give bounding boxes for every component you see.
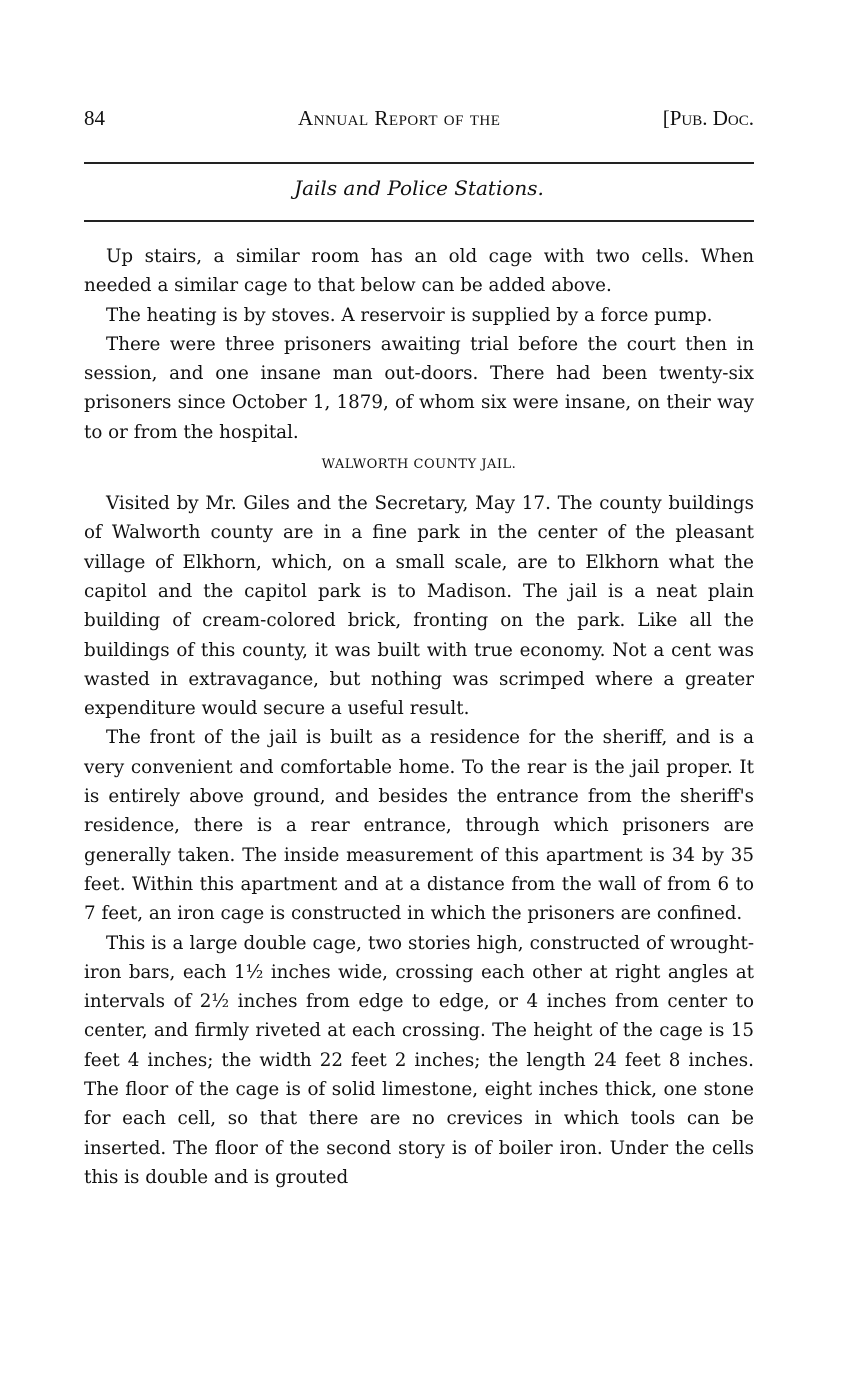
paragraph: Up stairs, a similar room has an old cage with two cells. When needed a similar cage to that below can be added above. (84, 246, 754, 297)
paragraph: Visited by Mr. Giles and the Secretary, May 17. The county buildings of Walworth county are in a fine park in the center of the pleasant village of Elkhorn, which, on a small scale, are to Elkhorn what the capitol and the capitol park is to Madison. The jail is a neat plain building of cream-colored brick, fronting on the park. Like all the buildings of this county, it was built with true economy. Not a cent was wasted in extravagance, but nothing was scrimped where a greater expenditure would secure a useful result. (84, 493, 754, 720)
paragraph: There were three prisoners awaiting trial before the court then in session, and one insane man out-doors. There had been twenty-six prisoners since October 1, 1879, of whom six were insane, on their way to or from the hospital. (84, 333, 754, 443)
subhead-walworth: WALWORTH COUNTY JAIL. (321, 457, 517, 473)
paragraph: The front of the jail is built as a residence for the sheriff, and is a very convenient and comfortable home. To the rear is the jail proper. It is entirely above ground, and besides the entrance from the sheriff's residence, there is a rear entrance, through which prisoners are generally taken. The inside measurement of this apartment is 34 by 35 feet. Within this apartment and at a distance from the wall of from 6 to 7 feet, an iron cage is constructed in which the prisoners are confined. (84, 727, 754, 925)
running-head-title: Annual Report of the (298, 106, 501, 130)
header-rule-bottom (84, 220, 754, 222)
header-rule-top (84, 162, 754, 164)
section-title: Jails and Police Stations. (294, 176, 544, 200)
page-number: 84 (84, 106, 105, 130)
body-text (84, 242, 754, 1192)
page (84, 106, 754, 1192)
paragraph: This is a large double cage, two stories high, constructed of wrought-iron bars, each 1½ inches wide, crossing each other at right angles at intervals of 2½ inches from edge to edge, or 4 inches from center to center, and firmly riveted at each crossing. The height of the cage is 15 feet 4 inches; the width 22 feet 2 inches; the length 24 feet 8 inches. The floor of the cage is of solid limestone, eight inches thick, one stone for each cell, so that there are no crevices in which tools can be inserted. The floor of the second story is of boiler iron. Under the cells this is double and is grouted (84, 932, 754, 1188)
running-head (84, 106, 754, 136)
running-head-doc: [Pub. Doc. (662, 106, 754, 130)
paragraph: The heating is by stoves. A reservoir is supplied by a force pump. (106, 304, 713, 326)
